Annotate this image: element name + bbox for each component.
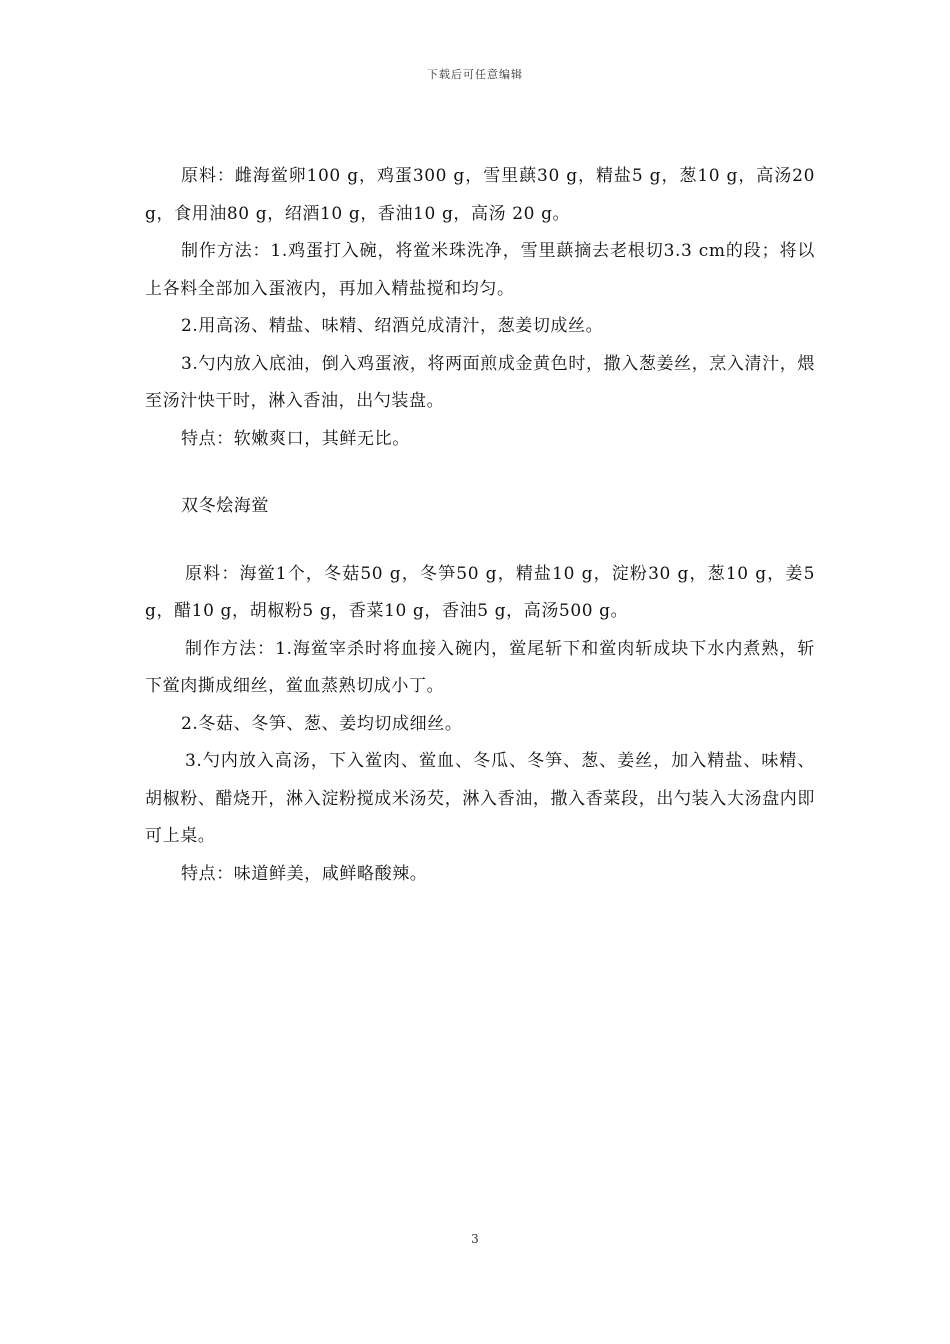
recipe2-method-step2: 2.冬菇、冬笋、葱、姜均切成细丝。 bbox=[181, 713, 463, 734]
section-spacer bbox=[145, 458, 815, 488]
header-note: 下载后可任意编辑 bbox=[427, 68, 523, 81]
recipe2-method-step1: 制作方法：1.海鲎宰杀时将血接入碗内，鲎尾斩下和鲎肉斩成块下水内煮熟，斩下鲎肉撕成细丝，鲎血蒸熟切成小丁。 bbox=[145, 638, 815, 696]
recipe2-ingredients: 原料：海鲎1个，冬菇50 g，冬笋50 g，精盐10 g，淀粉30 g，葱10 g，姜5 g，醋10 g，胡椒粉5 g，香菜10 g，香油5 g，高汤500 g。 bbox=[145, 563, 815, 621]
recipe1-features: 特点：软嫩爽口，其鲜无比。 bbox=[181, 428, 410, 449]
recipe-section-2 bbox=[145, 488, 815, 893]
recipe1-ingredients: 原料：雌海鲎卵100 g，鸡蛋300 g，雪里蕻30 g，精盐5 g，葱10 g，高汤20 g，食用油80 g，绍酒10 g，香油10 g，高汤 20 g。 bbox=[145, 166, 815, 224]
title-spacer bbox=[145, 526, 815, 556]
recipe-section-1 bbox=[145, 158, 815, 458]
recipe1-method-step2: 2.用高汤、精盐、味精、绍酒兑成清汁，葱姜切成丝。 bbox=[181, 316, 604, 336]
recipe2-method-step3: 3.勺内放入高汤，下入鲎肉、鲎血、冬瓜、冬笋、葱、姜丝，加入精盐、味精、胡椒粉、醋烧开，淋入淀粉搅成米汤芡，淋入香油，撒入香菜段，出勺装入大汤盘内即可上桌。 bbox=[145, 751, 815, 846]
page-number: 3 bbox=[471, 1232, 479, 1246]
document-body bbox=[145, 158, 815, 893]
recipe2-title: 双冬烩海鲎 bbox=[181, 496, 269, 516]
recipe1-method-step3: 3.勺内放入底油，倒入鸡蛋液，将两面煎成金黄色时，撒入葱姜丝，烹入清汁，煨至汤汁快干时，淋入香油，出勺装盘。 bbox=[145, 353, 815, 411]
recipe1-method-step1: 制作方法：1.鸡蛋打入碗，将鲎米珠洗净，雪里蕻摘去老根切3.3 cm的段；将以上各料全部加入蛋液内，再加入精盐搅和均匀。 bbox=[145, 241, 815, 299]
recipe2-features: 特点：味道鲜美，咸鲜略酸辣。 bbox=[181, 863, 428, 884]
